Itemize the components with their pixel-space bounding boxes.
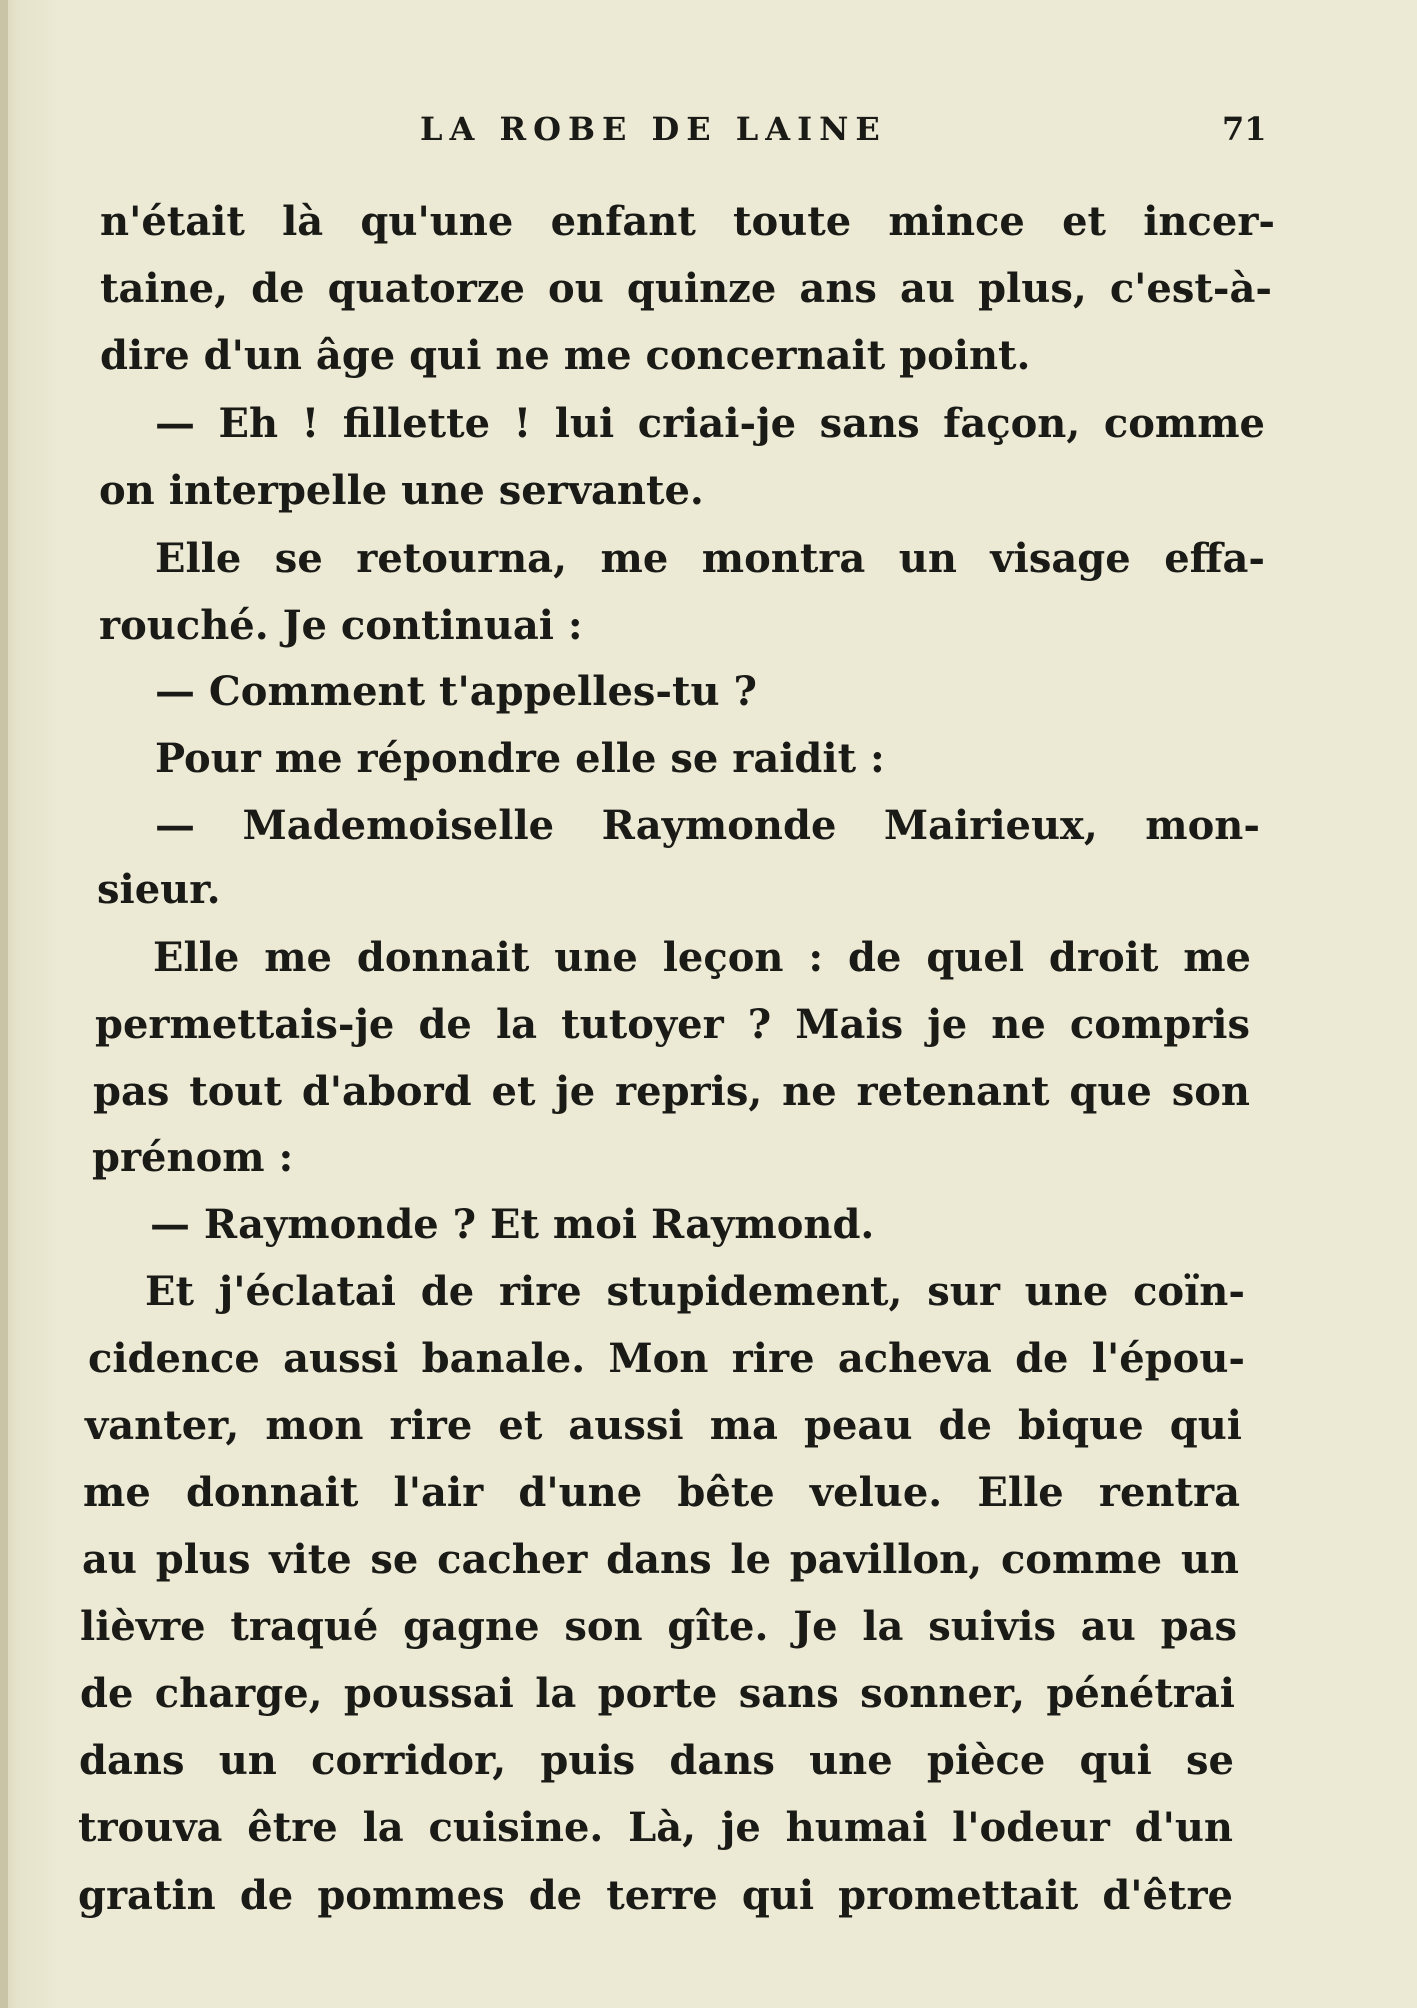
text-line: vanter, mon rire et aussi ma peau de bique qui <box>85 1402 1242 1449</box>
text-line: trouva être la cuisine. Là, je humai l'odeur d'un <box>78 1804 1233 1851</box>
text-line: Elle me donnait une leçon : de quel droit me <box>153 934 1251 981</box>
text-line: taine, de quatorze ou quinze ans au plus, c'est-à- <box>100 265 1272 312</box>
text-line: Elle se retourna, me montra un visage effa- <box>155 535 1265 582</box>
running-title: LA ROBE DE LAINE <box>420 110 887 148</box>
text-line: dire d'un âge qui ne me concernait point. <box>100 332 1031 379</box>
text-line: prénom : <box>92 1134 294 1181</box>
page-edge-shadow <box>0 0 8 2008</box>
text-line: lièvre traqué gagne son gîte. Je la suivis au pas <box>80 1603 1237 1650</box>
text-line: de charge, poussai la porte sans sonner, pénétrai <box>80 1670 1235 1717</box>
text-line: sieur. <box>97 866 221 913</box>
text-line: — Comment t'appelles-tu ? <box>155 668 757 715</box>
text-line: Et j'éclatai de rire stupidement, sur une coïn- <box>145 1268 1245 1315</box>
page-number: 71 <box>1222 110 1267 148</box>
text-line: dans un corridor, puis dans une pièce qui se <box>79 1737 1234 1784</box>
text-line: permettais-je de la tutoyer ? Mais je ne compris <box>95 1001 1250 1048</box>
text-line: n'était là qu'une enfant toute mince et incer- <box>100 198 1275 245</box>
text-line: on interpelle une servante. <box>99 467 704 514</box>
text-line: rouché. Je continuai : <box>99 602 583 649</box>
text-line: Pour me répondre elle se raidit : <box>155 735 885 782</box>
text-line: — Raymonde ? Et moi Raymond. <box>150 1201 875 1248</box>
text-line: — Eh ! fillette ! lui criai-je sans façon, comme <box>155 400 1265 447</box>
text-line: au plus vite se cacher dans le pavillon, comme un <box>82 1536 1239 1583</box>
text-line: pas tout d'abord et je repris, ne retenant que son <box>93 1068 1250 1115</box>
text-line: gratin de pommes de terre qui promettait d'être <box>78 1872 1233 1919</box>
text-line: cidence aussi banale. Mon rire acheva de l'épou- <box>88 1335 1245 1382</box>
text-line: — Mademoiselle Raymonde Mairieux, mon- <box>155 802 1260 849</box>
text-line: me donnait l'air d'une bête velue. Elle rentra <box>83 1469 1240 1516</box>
